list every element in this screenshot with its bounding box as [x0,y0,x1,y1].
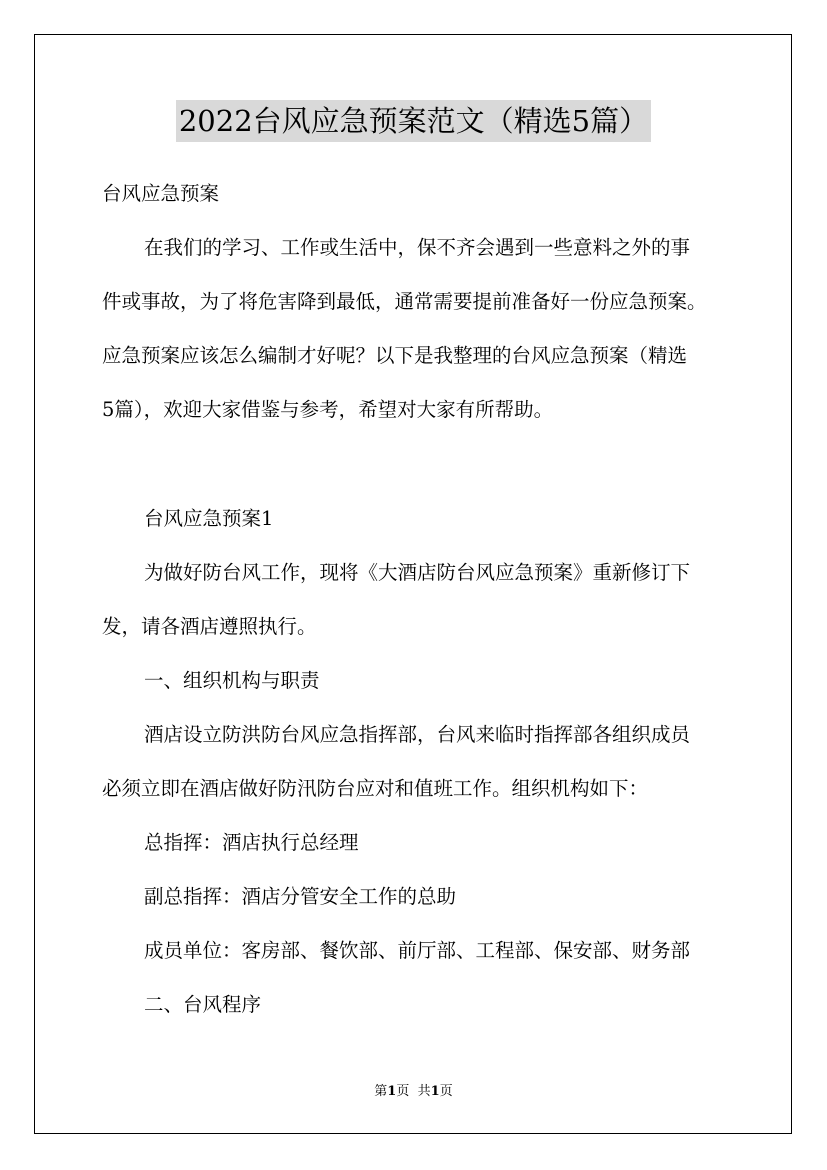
intro-line-2: 件或事故，为了将危害降到最低，通常需要提前准备好一份应急预案。 [102,290,707,313]
section-1-line-2: 发，请各酒店遵照执行。 [102,615,317,638]
footer-total-suffix: 页 [439,1084,453,1099]
footer-total-prefix: 共 [417,1084,431,1099]
member-units-line: 成员单位：客房部、餐饮部、前厅部、工程部、保安部、财务部 [144,939,691,962]
document-subtitle: 台风应急预案 [102,182,220,205]
document-title: 2022台风应急预案范文（精选5篇） [176,100,651,142]
procedure-heading: 二、台风程序 [144,993,262,1016]
commander-line: 总指挥：酒店执行总经理 [144,831,359,854]
intro-line-3: 应急预案应该怎么编制才好呢？以下是我整理的台风应急预案（精选 [102,344,688,367]
footer-page-prefix: 第 [374,1084,388,1099]
org-line-2: 必须立即在酒店做好防汛防台应对和值班工作。组织机构如下： [102,777,649,800]
deputy-commander-line: 副总指挥：酒店分管安全工作的总助 [144,885,457,908]
footer-total-number: 1 [430,1084,440,1099]
intro-line-1: 在我们的学习、工作或生活中，保不齐会遇到一些意料之外的事 [144,236,691,259]
org-line-1: 酒店设立防洪防台风应急指挥部，台风来临时指挥部各组织成员 [144,723,691,746]
footer-page-suffix: 页 [396,1084,410,1099]
page-footer [0,1083,827,1101]
org-heading: 一、组织机构与职责 [144,669,320,692]
section-1-heading: 台风应急预案1 [144,507,274,530]
footer-page-number: 1 [387,1084,397,1099]
title-container [0,100,827,142]
section-1-line-1: 为做好防台风工作，现将《大酒店防台风应急预案》重新修订下 [144,561,691,584]
intro-line-4: 5篇），欢迎大家借鉴与参考，希望对大家有所帮助。 [102,398,554,421]
